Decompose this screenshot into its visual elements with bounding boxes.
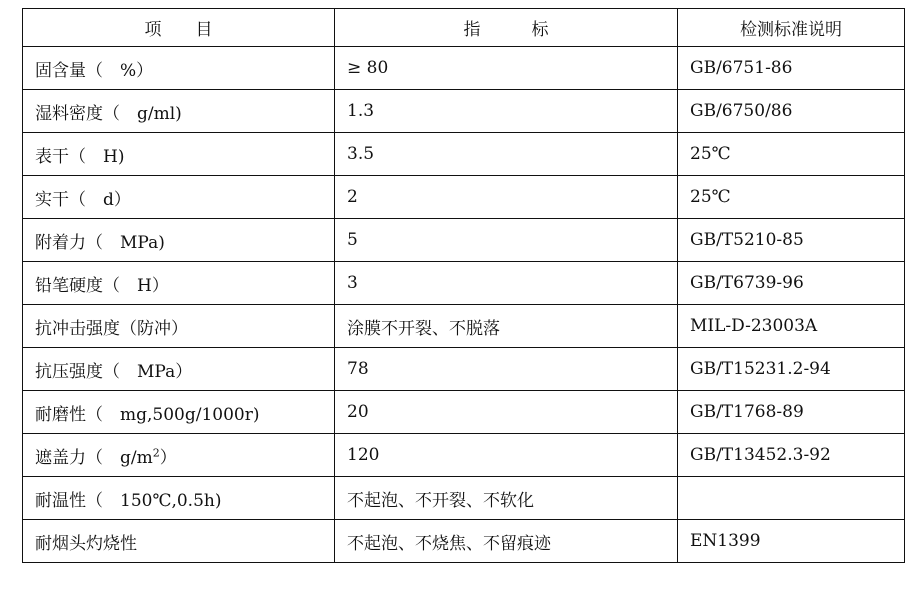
table-row	[23, 219, 905, 262]
cell-item	[23, 434, 335, 477]
cell-item: 铅笔硬度（ H）	[23, 262, 335, 305]
cell-standard: 25℃	[678, 133, 905, 176]
table-row	[23, 391, 905, 434]
cell-item: 表干（ H)	[23, 133, 335, 176]
cell-value: 5	[335, 219, 678, 262]
cell-item: 附着力（ MPa)	[23, 219, 335, 262]
cell-item: 实干（ d）	[23, 176, 335, 219]
cell-standard: GB/T1768-89	[678, 391, 905, 434]
cell-value: 不起泡、不开裂、不软化	[335, 477, 678, 520]
table-row	[23, 262, 905, 305]
cell-standard: GB/6750/86	[678, 90, 905, 133]
cell-item: 耐烟头灼烧性	[23, 520, 335, 563]
table-row	[23, 434, 905, 477]
header-value: 指 标	[335, 9, 678, 47]
cell-standard: GB/T15231.2-94	[678, 348, 905, 391]
cell-standard	[678, 477, 905, 520]
cell-standard: GB/6751-86	[678, 47, 905, 90]
cell-standard: GB/T5210-85	[678, 219, 905, 262]
cell-value: 20	[335, 391, 678, 434]
cell-value: 3.5	[335, 133, 678, 176]
cell-value: 3	[335, 262, 678, 305]
cell-item: 耐磨性（ mg,500g/1000r)	[23, 391, 335, 434]
table-row	[23, 520, 905, 563]
table-row	[23, 90, 905, 133]
table-row	[23, 305, 905, 348]
cell-standard: MIL-D-23003A	[678, 305, 905, 348]
header-item: 项 目	[23, 9, 335, 47]
cell-item: 湿料密度（ g/ml)	[23, 90, 335, 133]
cell-value: 不起泡、不烧焦、不留痕迹	[335, 520, 678, 563]
cell-value: 78	[335, 348, 678, 391]
cell-item-prefix: 遮盖力（ g/m	[35, 447, 153, 468]
cell-item-superscript: 2	[152, 445, 160, 459]
table-row	[23, 176, 905, 219]
header-standard: 检测标准说明	[678, 9, 905, 47]
cell-item: 抗压强度（ MPa）	[23, 348, 335, 391]
table-row	[23, 477, 905, 520]
spec-table	[22, 8, 905, 563]
cell-standard: 25℃	[678, 176, 905, 219]
cell-value: 涂膜不开裂、不脱落	[335, 305, 678, 348]
table-row	[23, 133, 905, 176]
cell-item: 抗冲击强度（防冲）	[23, 305, 335, 348]
cell-standard: GB/T13452.3-92	[678, 434, 905, 477]
cell-value: 2	[335, 176, 678, 219]
cell-standard: EN1399	[678, 520, 905, 563]
cell-value: 1.3	[335, 90, 678, 133]
table-header-row	[23, 9, 905, 47]
cell-standard: GB/T6739-96	[678, 262, 905, 305]
cell-value: 120	[335, 434, 678, 477]
cell-value: ≥ 80	[335, 47, 678, 90]
table-row	[23, 47, 905, 90]
cell-item-suffix: ）	[159, 447, 177, 468]
cell-item: 固含量（ %）	[23, 47, 335, 90]
table-row	[23, 348, 905, 391]
cell-item: 耐温性（ 150℃,0.5h)	[23, 477, 335, 520]
